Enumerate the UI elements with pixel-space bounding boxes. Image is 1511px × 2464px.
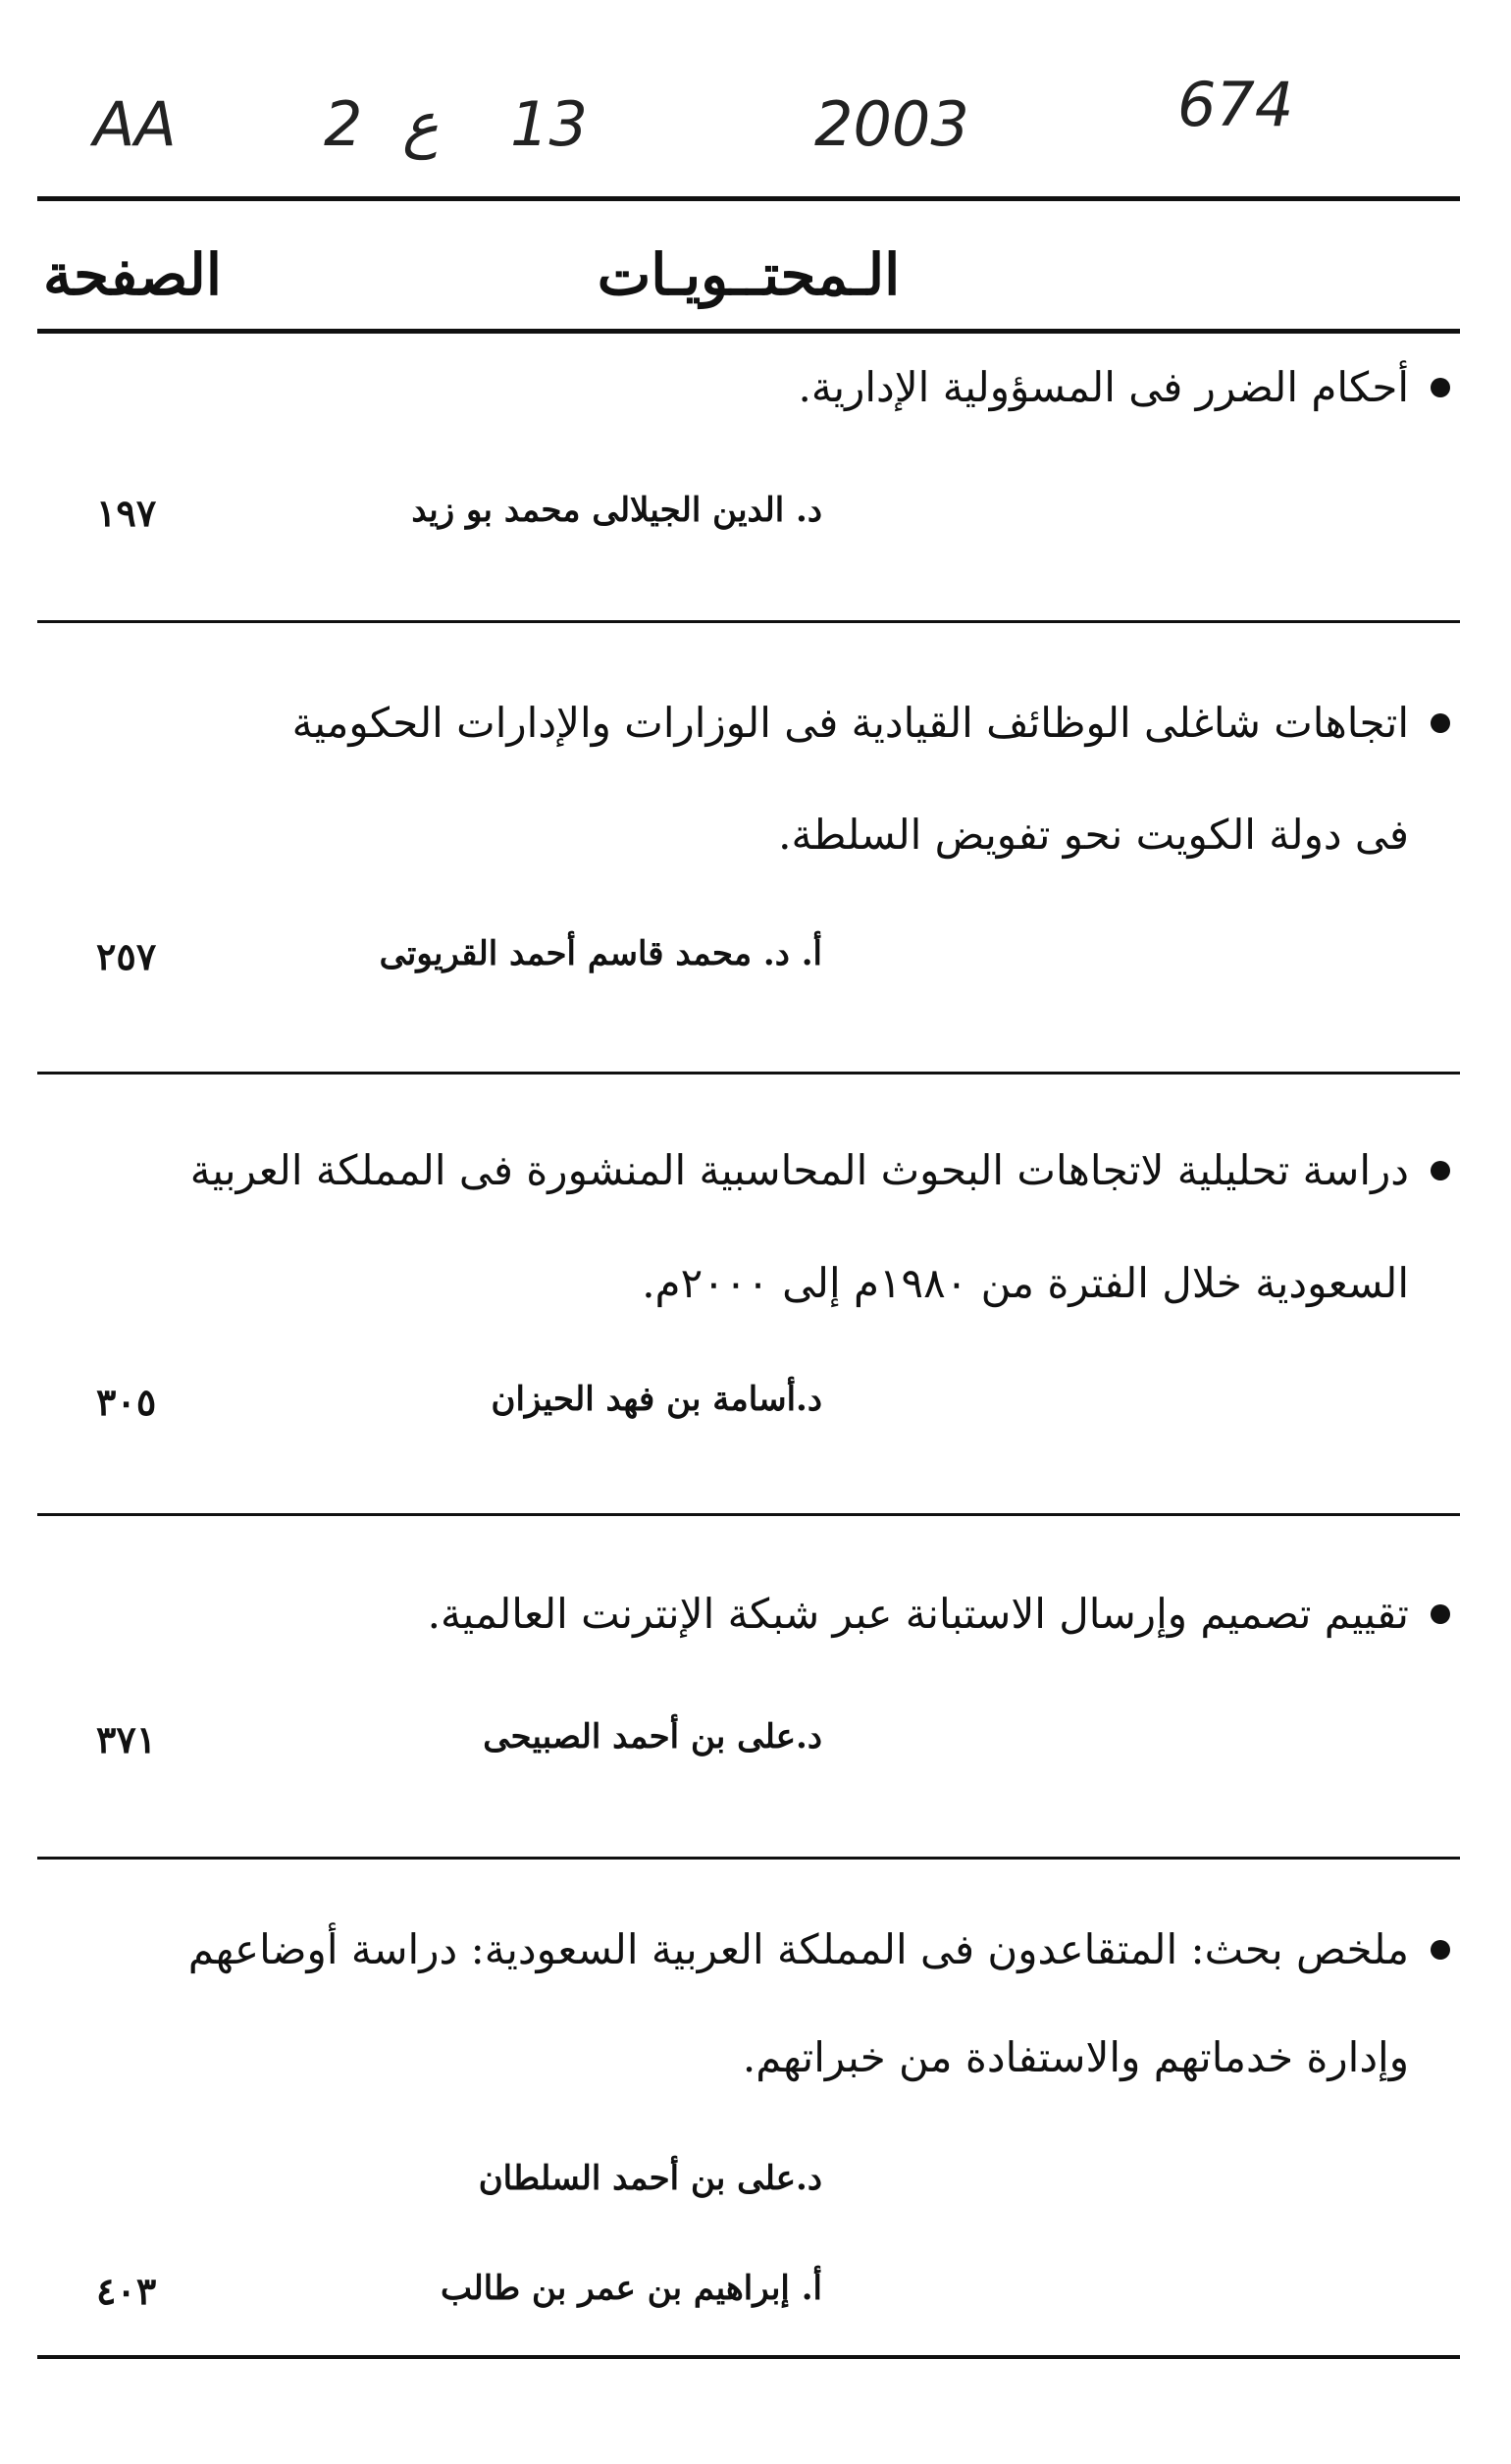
entry-page-number: ٤٠٣ xyxy=(96,2269,157,2313)
handwritten-mark: 2 xyxy=(324,88,363,160)
bullet-icon xyxy=(1431,1940,1450,1960)
entry-author: د.أسامة بن فهد الحيزان xyxy=(491,1380,822,1419)
entry-author: د. الدين الجيلالى محمد بو زيد xyxy=(411,491,822,530)
entry-page-number: ٣٧١ xyxy=(96,1717,157,1761)
toc-entry xyxy=(37,1590,1460,1825)
handwritten-mark: 674 xyxy=(1177,69,1294,140)
handwritten-mark: ع xyxy=(402,88,439,160)
bullet-icon xyxy=(1431,1161,1450,1180)
bullet-icon xyxy=(1431,713,1450,733)
toc-entry xyxy=(37,1925,1460,2347)
toc-entry xyxy=(37,699,1460,1052)
header-rule xyxy=(37,329,1460,334)
bullet-icon xyxy=(1431,378,1450,397)
handwritten-mark: 13 xyxy=(510,88,588,160)
entry-author: أ. د. محمد قاسم أحمد القريوتى xyxy=(379,934,822,973)
handwritten-mark: 2003 xyxy=(814,88,969,160)
bullet-icon xyxy=(1431,1604,1450,1624)
handwritten-note xyxy=(0,59,1511,177)
top-rule xyxy=(37,196,1460,201)
entry-author: أ. إبراهيم بن عمر بن طالب xyxy=(441,2269,822,2308)
entry-title-line: تقييم تصميم وإرسال الاستبانة عبر شبكة الإنترنت العالمية. xyxy=(281,1590,1409,1639)
entry-author: د.على بن أحمد السلطان xyxy=(478,2159,822,2198)
toc-entry xyxy=(37,363,1460,618)
entry-divider xyxy=(37,1072,1460,1075)
page-title: الـمحتــويـات xyxy=(597,241,901,308)
entry-title-line: دراسة تحليلية لاتجاهات البحوث المحاسبية المنشورة فى المملكة العربية xyxy=(281,1146,1409,1195)
entry-divider xyxy=(37,620,1460,623)
entry-title-line: أحكام الضرر فى المسؤولية الإدارية. xyxy=(281,363,1409,412)
entry-divider xyxy=(37,1857,1460,1860)
entry-author: د.على بن أحمد الصبيحى xyxy=(483,1717,822,1756)
contents-header xyxy=(37,232,1460,330)
entry-title-line: وإدارة خدماتهم والاستفادة من خبراتهم. xyxy=(742,2033,1409,2081)
entry-title-line: السعودية خلال الفترة من ١٩٨٠م إلى ٢٠٠٠م. xyxy=(642,1259,1409,1307)
handwritten-mark: AA xyxy=(93,88,177,160)
entry-title-line: ملخص بحث: المتقاعدون فى المملكة العربية السعودية: دراسة أوضاعهم xyxy=(281,1925,1409,1974)
page-column-label: الصفحة xyxy=(43,241,222,308)
bottom-rule xyxy=(37,2355,1460,2359)
entry-page-number: ١٩٧ xyxy=(96,491,157,535)
entry-page-number: ٢٥٧ xyxy=(96,934,157,978)
entry-page-number: ٣٠٥ xyxy=(96,1380,157,1424)
entry-title-line: اتجاهات شاغلى الوظائف القيادية فى الوزارات والإدارات الحكومية xyxy=(281,699,1409,748)
entry-title-line: فى دولة الكويت نحو تفويض السلطة. xyxy=(778,811,1409,859)
toc-entry xyxy=(37,1146,1460,1499)
entry-divider xyxy=(37,1513,1460,1516)
